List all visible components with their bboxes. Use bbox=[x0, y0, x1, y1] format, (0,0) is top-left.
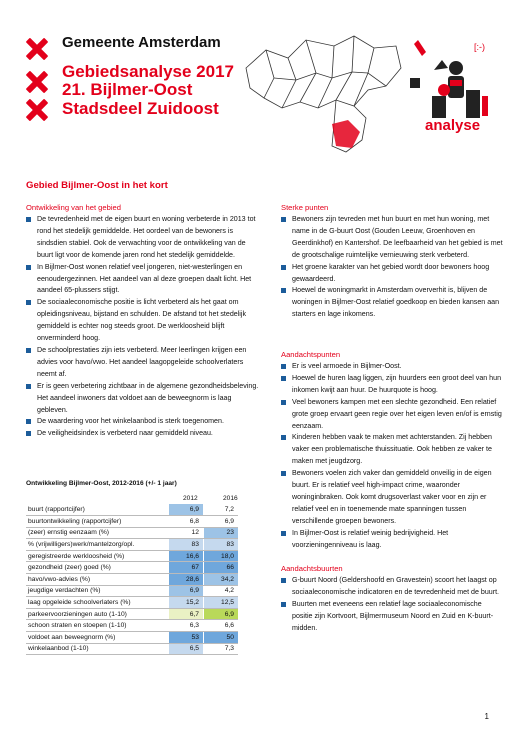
table-row bbox=[26, 608, 238, 620]
table-row bbox=[26, 550, 238, 562]
table-row bbox=[26, 539, 238, 551]
district-item: G-buurt Noord (Geldershoofd en Gravestein) scoort het laagst op sociaaleconomische indicatoren en de tevredenheid met de buurt. bbox=[281, 575, 503, 599]
table-value-2012: 83 bbox=[169, 539, 203, 551]
table-value-2016: 6,6 bbox=[204, 620, 238, 632]
amsterdam-cross-icon-3 bbox=[26, 99, 48, 121]
table-row-label: buurtontwikkeling (rapportcijfer) bbox=[26, 516, 169, 528]
table-value-2016: 18,0 bbox=[204, 550, 238, 562]
table-row bbox=[26, 574, 238, 586]
attention-point-item: Er is veel armoede in Bijlmer-Oost. bbox=[281, 361, 503, 373]
table-row bbox=[26, 632, 238, 644]
development-item: De tevredenheid met de eigen buurt en woning verbeterde in 2013 tot rond het stedelijk gemiddelde. Het oordeel van de bewoners is sindsdien stabiel. Ook de verwachting voor de ontwikkeling van de buurt ligt voor de komende jaren rond het stedelijk gemiddelde. bbox=[26, 214, 262, 262]
table-row-label: schoon straten en stoepen (1-10) bbox=[26, 620, 169, 632]
table-value-2012: 12 bbox=[169, 527, 203, 539]
area-title: 21. Bijlmer-Oost bbox=[62, 80, 193, 99]
table-value-2012: 28,6 bbox=[169, 574, 203, 586]
table-title: Ontwikkeling Bijlmer-Oost, 2012-2016 (+/- 1 jaar) bbox=[26, 480, 177, 487]
table-col-2012: 2012 bbox=[183, 495, 198, 502]
logo-smiley: [:-) bbox=[474, 42, 485, 52]
district-title: Stadsdeel Zuidoost bbox=[62, 99, 219, 118]
table-value-2016: 83 bbox=[204, 539, 238, 551]
strong-point-item: Hoewel de woningmarkt in Amsterdam oververhit is, blijven de woningen in Bijlmer-Oost relatief goedkoop en bieden kansen aan starters en lage inkomens. bbox=[281, 285, 503, 321]
table-row bbox=[26, 527, 238, 539]
districts-list bbox=[281, 575, 503, 635]
table-row bbox=[26, 585, 238, 597]
development-item: De waardering voor het winkelaanbod is sterk toegenomen. bbox=[26, 416, 262, 428]
table-row bbox=[26, 643, 238, 655]
development-item: In Bijlmer-Oost wonen relatief veel jongeren, niet-westerlingen en eenoudergezinnen. Het aandeel van al deze groepen daalt licht. Het aandeel 65-plussers stijgt. bbox=[26, 262, 262, 298]
analyse-logo-word: analyse bbox=[425, 117, 481, 134]
table-value-2016: 6,9 bbox=[204, 516, 238, 528]
strong-points-heading: Sterke punten bbox=[281, 203, 329, 212]
organisation-name: Gemeente Amsterdam bbox=[62, 34, 221, 51]
districts-heading: Aandachtsbuurten bbox=[281, 564, 343, 573]
table-value-2012: 53 bbox=[169, 632, 203, 644]
table-row-label: laag opgeleide schoolverlaters (%) bbox=[26, 597, 169, 609]
table-row bbox=[26, 620, 238, 632]
table-value-2012: 6,8 bbox=[169, 516, 203, 528]
table-row bbox=[26, 516, 238, 528]
table-row bbox=[26, 504, 238, 516]
table-value-2012: 16,6 bbox=[169, 550, 203, 562]
table-row-label: jeugdige verdachten (%) bbox=[26, 585, 169, 597]
table-value-2016: 23 bbox=[204, 527, 238, 539]
table-row bbox=[26, 562, 238, 574]
attention-point-item: Bewoners voelen zich vaker dan gemiddeld onveilig in de eigen buurt. Er is relatief veel high-impact crime, waaronder woninginbraken. Ook komt drugsoverlast vaker voor en zijn er relatief veel en in toenemende mate spanningen tussen verschillende groepen bewoners. bbox=[281, 468, 503, 528]
district-map-image bbox=[236, 28, 406, 158]
table-row-label: % (vrijwilligers)werk/mantelzorg/opl. bbox=[26, 539, 169, 551]
table-value-2016: 12,5 bbox=[204, 597, 238, 609]
table-row-label: geregistreerde werkloosheid (%) bbox=[26, 550, 169, 562]
attention-point-item: In Bijlmer-Oost is relatief weinig bedrijvigheid. Het voorzieningenniveau is laag. bbox=[281, 528, 503, 552]
attention-point-item: Hoewel de huren laag liggen, zijn huurders een groot deel van hun inkomen kwijt aan huur. De huurquote is hoog. bbox=[281, 373, 503, 397]
table-row bbox=[26, 597, 238, 609]
development-heading: Ontwikkeling van het gebied bbox=[26, 203, 121, 212]
table-row-label: winkelaanbod (1-10) bbox=[26, 643, 169, 655]
table-value-2012: 15,2 bbox=[169, 597, 203, 609]
amsterdam-cross-icon-2 bbox=[26, 71, 48, 93]
table-value-2016: 7,2 bbox=[204, 504, 238, 516]
section-title: Gebied Bijlmer-Oost in het kort bbox=[26, 180, 168, 191]
table-row-label: buurt (rapportcijfer) bbox=[26, 504, 169, 516]
attention-points-list bbox=[281, 361, 503, 552]
development-list bbox=[26, 214, 262, 440]
attention-points-heading: Aandachtspunten bbox=[281, 350, 341, 359]
development-table bbox=[26, 504, 238, 655]
table-value-2016: 7,3 bbox=[204, 643, 238, 655]
strong-points-list bbox=[281, 214, 503, 321]
table-value-2016: 4,2 bbox=[204, 585, 238, 597]
page-number: 1 bbox=[484, 712, 489, 721]
table-value-2016: 34,2 bbox=[204, 574, 238, 586]
development-item: De veiligheidsindex is verbeterd naar gemiddeld niveau. bbox=[26, 428, 262, 440]
table-value-2012: 67 bbox=[169, 562, 203, 574]
table-value-2012: 6,5 bbox=[169, 643, 203, 655]
development-item: Er is geen verbetering zichtbaar in de algemene gezondheidsbeleving. Het aandeel inwoners dat voldoet aan de beweegnorm is laag gebleven. bbox=[26, 381, 262, 417]
district-item: Buurten met eveneens een relatief lage sociaaleconomische positie zijn Kortvoort, Bijlmermuseum Noord en Zuid en K-buurt-midden. bbox=[281, 599, 503, 635]
attention-point-item: Veel bewoners kampen met een slechte gezondheid. Een relatief grote groep ervaart geen regie over het eigen leven en/of is ernstig eenzaam. bbox=[281, 397, 503, 433]
table-value-2012: 6,7 bbox=[169, 608, 203, 620]
table-value-2012: 6,9 bbox=[169, 504, 203, 516]
table-value-2016: 66 bbox=[204, 562, 238, 574]
table-row-label: (zeer) ernstig eenzaam (%) bbox=[26, 527, 169, 539]
attention-point-item: Kinderen hebben vaak te maken met achterstanden. Zij hebben vaker een problematische thuissituatie. Ook hebben ze vaker te maken met jeugdzorg. bbox=[281, 432, 503, 468]
table-row-label: havo/vwo-advies (%) bbox=[26, 574, 169, 586]
table-value-2012: 6,3 bbox=[169, 620, 203, 632]
report-title: Gebiedsanalyse 2017 bbox=[62, 62, 235, 81]
analyse-logo-image bbox=[404, 30, 502, 130]
table-value-2016: 6,9 bbox=[204, 608, 238, 620]
strong-point-item: Bewoners zijn tevreden met hun buurt en met hun woning, met name in de G-buurt Oost (Gouden Leeuw, Groenhoven en Geerdinkhof) en Kantershof. De leefbaarheid van het gebied is met de grootschalige ruimtelijke vernieuwing sterk verbeterd. bbox=[281, 214, 503, 262]
amsterdam-cross-icon-1 bbox=[26, 38, 48, 60]
table-row-label: voldoet aan beweegnorm (%) bbox=[26, 632, 169, 644]
table-value-2012: 6,9 bbox=[169, 585, 203, 597]
table-col-2016: 2016 bbox=[223, 495, 238, 502]
table-value-2016: 50 bbox=[204, 632, 238, 644]
development-item: De sociaaleconomische positie is licht verbeterd als het gaat om opleidingsniveau, bijstand en schulden. De afstand tot het stedelijk gemiddeld is echter nog steeds groot. De werkloosheid blijft onverminderd hoog. bbox=[26, 297, 262, 345]
development-item: De schoolprestaties zijn iets verbeterd. Meer leerlingen krijgen een advies voor havo/vwo. Het aandeel laagopgeleide schoolverlaters neemt af. bbox=[26, 345, 262, 381]
table-row-label: parkeervoorzieningen auto (1-10) bbox=[26, 608, 169, 620]
strong-point-item: Het groene karakter van het gebied wordt door bewoners hoog gewaardeerd. bbox=[281, 262, 503, 286]
table-row-label: gezondheid (zeer) goed (%) bbox=[26, 562, 169, 574]
